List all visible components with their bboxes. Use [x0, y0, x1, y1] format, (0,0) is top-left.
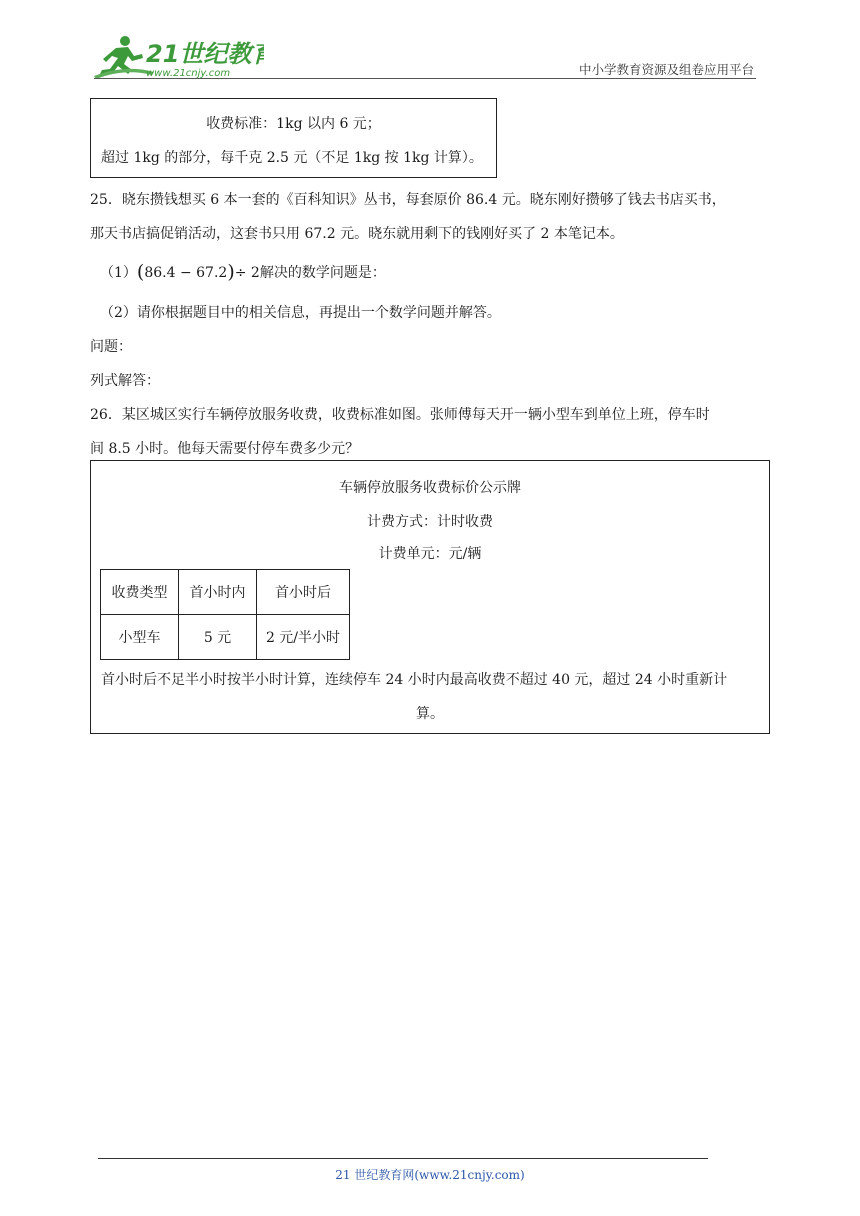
platform-tagline: 中小学教育资源及组卷应用平台 — [578, 62, 754, 77]
q25-formula-tail: ÷ 2 — [234, 265, 260, 281]
sign-title: 车辆停放服务收费标价公示牌 — [339, 480, 521, 496]
table-header-row — [101, 570, 350, 615]
site-logo — [94, 34, 264, 80]
table-header-cell: 首小时内 — [179, 570, 257, 615]
q26-line-2: 间 8.5 小时。他每天需要付停车费多少元？ — [90, 441, 360, 457]
table-header-cell: 收费类型 — [101, 570, 179, 615]
q25-line-2: 那天书店搞促销活动，这套书只用 67.2 元。晓东就用剩下的钱刚好买了 2 本笔记本。 — [90, 226, 624, 242]
fee-standard-line-2: 超过 1kg 的部分，每千克 2.5 元（不足 1kg 按 1kg 计算）。 — [101, 150, 483, 166]
q25-part-1-text: 解决的数学问题是： — [259, 265, 386, 281]
footer-divider — [98, 1158, 708, 1159]
fee-table — [100, 569, 350, 660]
q25-part-2: （2）请你根据题目中的相关信息，再提出一个数学问题并解答。 — [100, 305, 501, 321]
footer-link[interactable]: 21 世纪教育网(www.21cnjy.com) — [335, 1168, 525, 1182]
sign-billing-method: 计费方式：计时收费 — [367, 514, 493, 530]
sign-note-line-1: 首小时后不足半小时按半小时计算，连续停车 24 小时内最高收费不超过 40 元，超过 24 小时重新计 — [101, 672, 728, 688]
q25-answer-label: 列式解答： — [90, 373, 160, 389]
q25-formula-inner: 86.4 − 67.2 — [144, 265, 228, 281]
q25-formula: (86.4 − 67.2)÷ 2 — [136, 261, 260, 283]
q25-part-1 — [100, 262, 386, 282]
fee-standard-box — [90, 98, 497, 178]
sign-billing-unit: 计费单元：元/辆 — [378, 546, 482, 562]
svg-text:21世纪教育: 21世纪教育 — [146, 40, 264, 68]
table-cell: 2 元/半小时 — [257, 615, 350, 660]
fee-standard-line-1: 收费标准：1kg 以内 6 元； — [206, 116, 381, 132]
table-row — [101, 615, 350, 660]
svg-text:www.21cnjy.com: www.21cnjy.com — [146, 68, 231, 79]
sign-note-line-2: 算。 — [416, 706, 444, 722]
q26-line-1: 26．某区城区实行车辆停放服务收费，收费标准如图。张师傅每天开一辆小型车到单位上班，停车时 — [90, 407, 710, 423]
table-header-cell: 首小时后 — [257, 570, 350, 615]
table-cell: 小型车 — [101, 615, 179, 660]
q25-part-1-label: （1） — [100, 265, 137, 281]
q25-line-1: 25．晓东攒钱想买 6 本一套的《百科知识》丛书，每套原价 86.4 元。晓东刚好攒够了钱去书店买书， — [90, 192, 726, 208]
q25-question-label: 问题： — [90, 339, 132, 355]
header-divider — [94, 78, 756, 79]
table-cell: 5 元 — [179, 615, 257, 660]
runner-logo-icon — [94, 36, 154, 79]
parking-fee-sign — [90, 460, 770, 734]
